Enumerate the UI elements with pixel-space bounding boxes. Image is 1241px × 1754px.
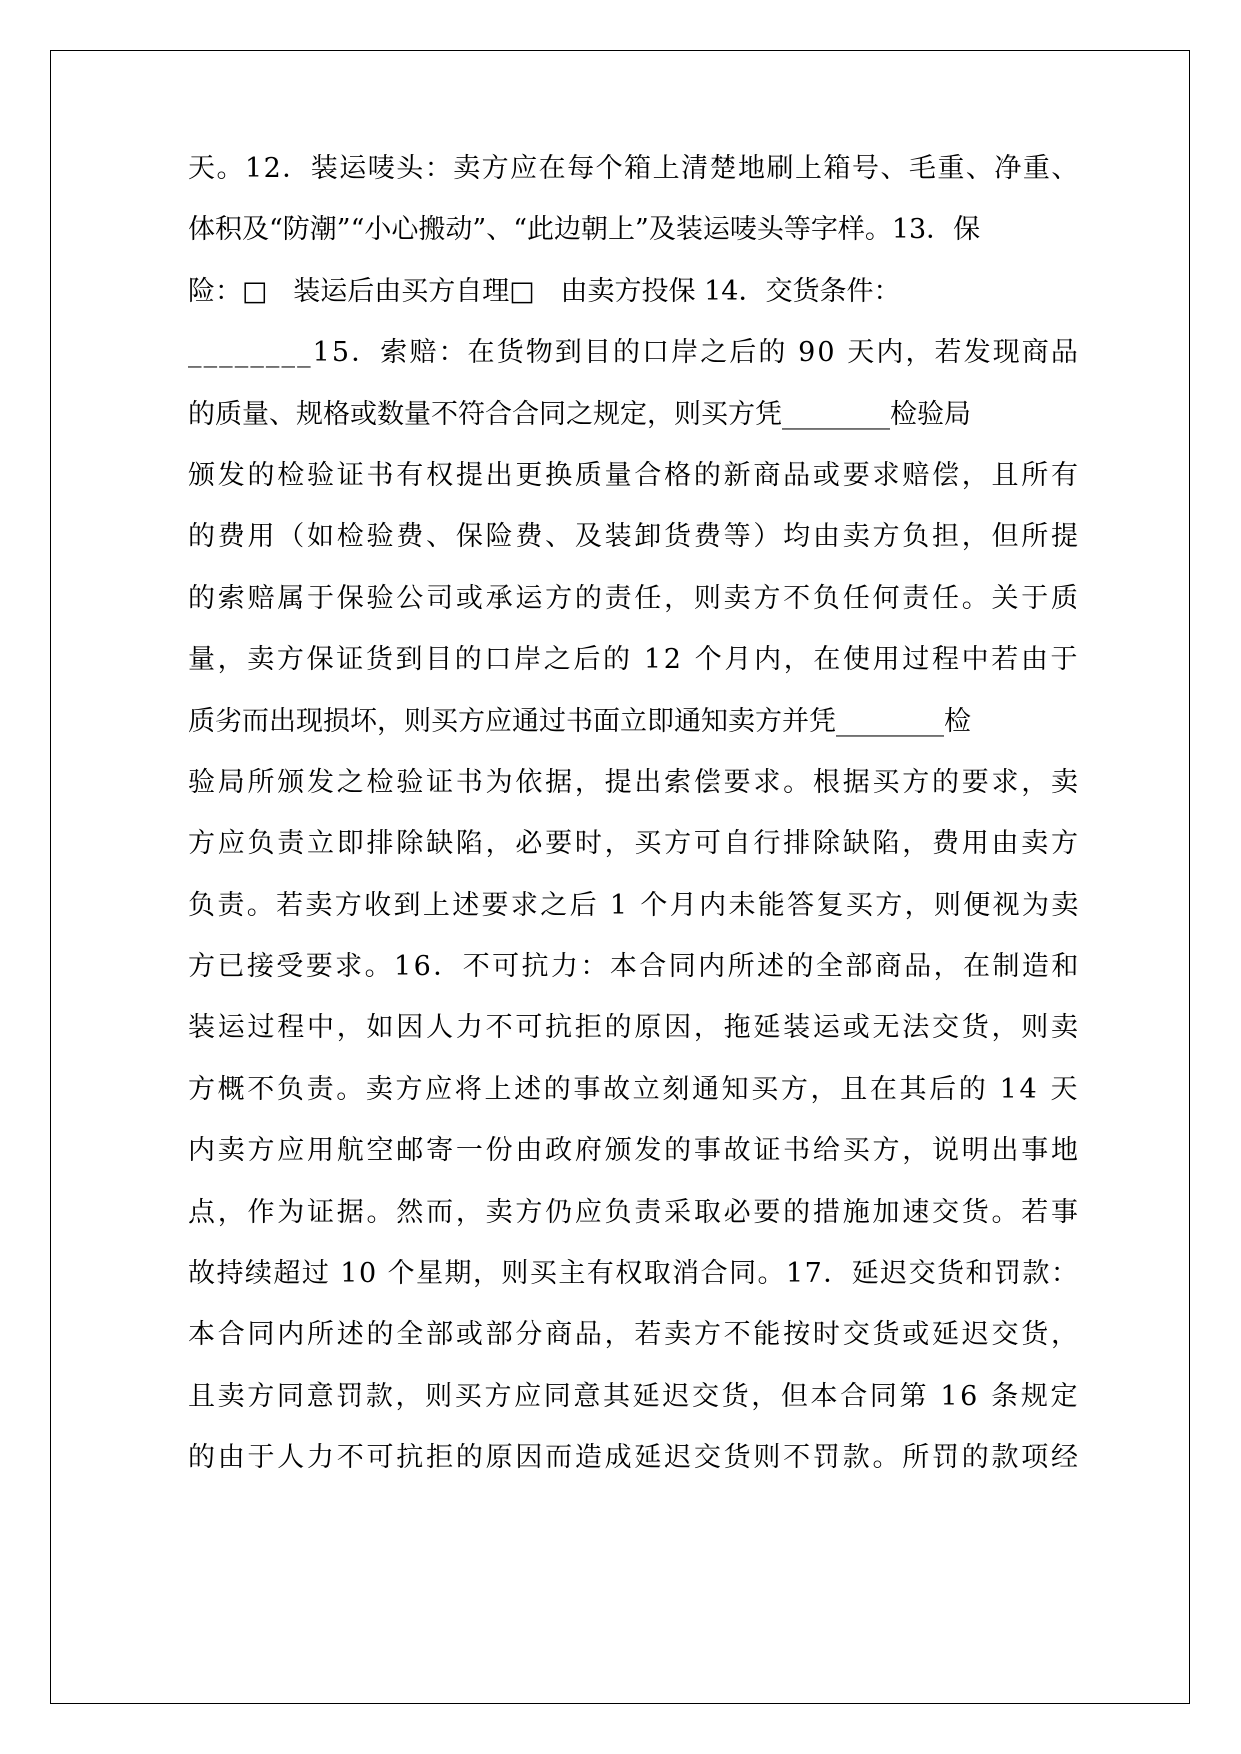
text-line: 本合同内所述的全部或部分商品，若卖方不能按时交货或延迟交货，	[188, 1319, 1081, 1351]
text-line: 天。12．装运唛头：卖方应在每个箱上清楚地刷上箱号、毛重、净重、	[188, 153, 1080, 184]
text-line: 负责。若卖方收到上述要求之后 1 个月内未能答复买方，则便视为卖	[188, 889, 1081, 921]
text-line: ________15．索赔：在货物到目的口岸之后的 90 天内，若发现商品	[188, 337, 1080, 369]
text-line: 颁发的检验证书有权提出更换质量合格的新商品或要求赔偿，且所有	[188, 459, 1081, 491]
text-line: 体积及“防潮”“小心搬动”、“此边朝上”及装运唛头等字样。13．保	[188, 214, 981, 246]
text-line: 方已接受要求。16．不可抗力：本合同内所述的全部商品，在制造和	[188, 951, 1081, 983]
text-line: 的索赔属于保验公司或承运方的责任，则卖方不负任何责任。关于质	[188, 582, 1081, 614]
text-line: 量，卖方保证货到目的口岸之后的 12 个月内，在使用过程中若由于	[188, 644, 1081, 676]
text-line: 方概不负责。卖方应将上述的事故立刻通知买方，且在其后的 14 天	[188, 1073, 1081, 1105]
text-line: 的由于人力不可抗拒的原因而造成延迟交货则不罚款。所罚的款项经	[188, 1442, 1081, 1474]
text-line: 内卖方应用航空邮寄一份由政府颁发的事故证书给买方，说明出事地	[188, 1135, 1081, 1167]
text-line: 装运过程中，如因人力不可抗拒的原因，拖延装运或无法交货，则卖	[188, 1012, 1081, 1044]
text-line: 且卖方同意罚款，则买方应同意其延迟交货，但本合同第 16 条规定	[188, 1380, 1081, 1412]
text-line: 的质量、规格或数量不符合合同之规定，则买方凭________检验局	[188, 398, 971, 430]
text-line: 险：□ 装运后由买方自理□ 由卖方投保 14．交货条件：	[188, 275, 901, 307]
text-line: 验局所颁发之检验证书为依据，提出索偿要求。根据买方的要求，卖	[188, 766, 1081, 798]
text-line: 的费用（如检验费、保险费、及装卸货费等）均由卖方负担，但所提	[188, 521, 1081, 553]
text-line: 故持续超过 10 个星期，则买主有权取消合同。17．延迟交货和罚款：	[188, 1258, 1080, 1290]
text-line: 质劣而出现损坏，则买方应通过书面立即通知卖方并凭________检	[188, 705, 971, 737]
document-body	[188, 138, 1081, 1489]
text-line: 方应负责立即排除缺陷，必要时，买方可自行排除缺陷，费用由卖方	[188, 828, 1081, 860]
text-line: 点，作为证据。然而，卖方仍应负责采取必要的措施加速交货。若事	[188, 1196, 1081, 1228]
